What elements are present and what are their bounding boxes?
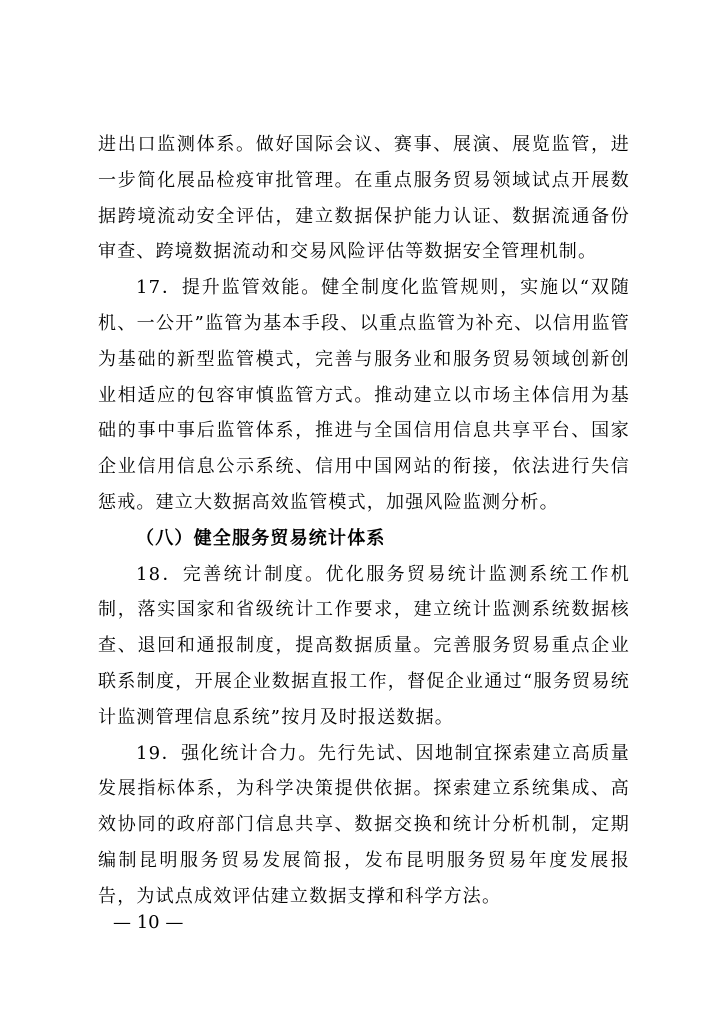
- paragraph-continued: 进出口监测体系。做好国际会议、赛事、展演、展览监管，进一步简化展品检疫审批管理。在重点服务贸易领域试点开展数据跨境流动安全评估，建立数据保护能力认证、数据流通备份审查、跨境数据流动和交易风险评估等数据安全管理机制。: [98, 134, 630, 263]
- section-heading-8: （八）健全服务贸易统计体系: [136, 527, 386, 549]
- page-number: — 10 —: [113, 912, 184, 933]
- document-body: [98, 127, 630, 915]
- paragraph-item-19: 19．强化统计合力。先行先试、因地制宜探索建立高质量发展指标体系，为科学决策提供依据。探索建立系统集成、高效协同的政府部门信息共享、数据交换和统计分析机制，定期编制昆明服务贸易发展简报，发布昆明服务贸易年度发展报告，为试点成效评估建立数据支撑和科学方法。: [98, 742, 630, 907]
- paragraph-item-17: 17．提升监管效能。健全制度化监管规则，实施以“双随机、一公开”监管为基本手段、以重点监管为补充、以信用监管为基础的新型监管模式，完善与服务业和服务贸易领域创新创业相适应的包容审慎监管方式。推动建立以市场主体信用为基础的事中事后监管体系，推进与全国信用信息共享平台、国家企业信用信息公示系统、信用中国网站的衔接，依法进行失信惩戒。建立大数据高效监管模式，加强风险监测分析。: [98, 277, 630, 513]
- paragraph-item-18: 18．完善统计制度。优化服务贸易统计监测系统工作机制，落实国家和省级统计工作要求，建立统计监测系统数据核查、退回和通报制度，提高数据质量。完善服务贸易重点企业联系制度，开展企业数据直报工作，督促企业通过“服务贸易统计监测管理信息系统”按月及时报送数据。: [98, 563, 630, 728]
